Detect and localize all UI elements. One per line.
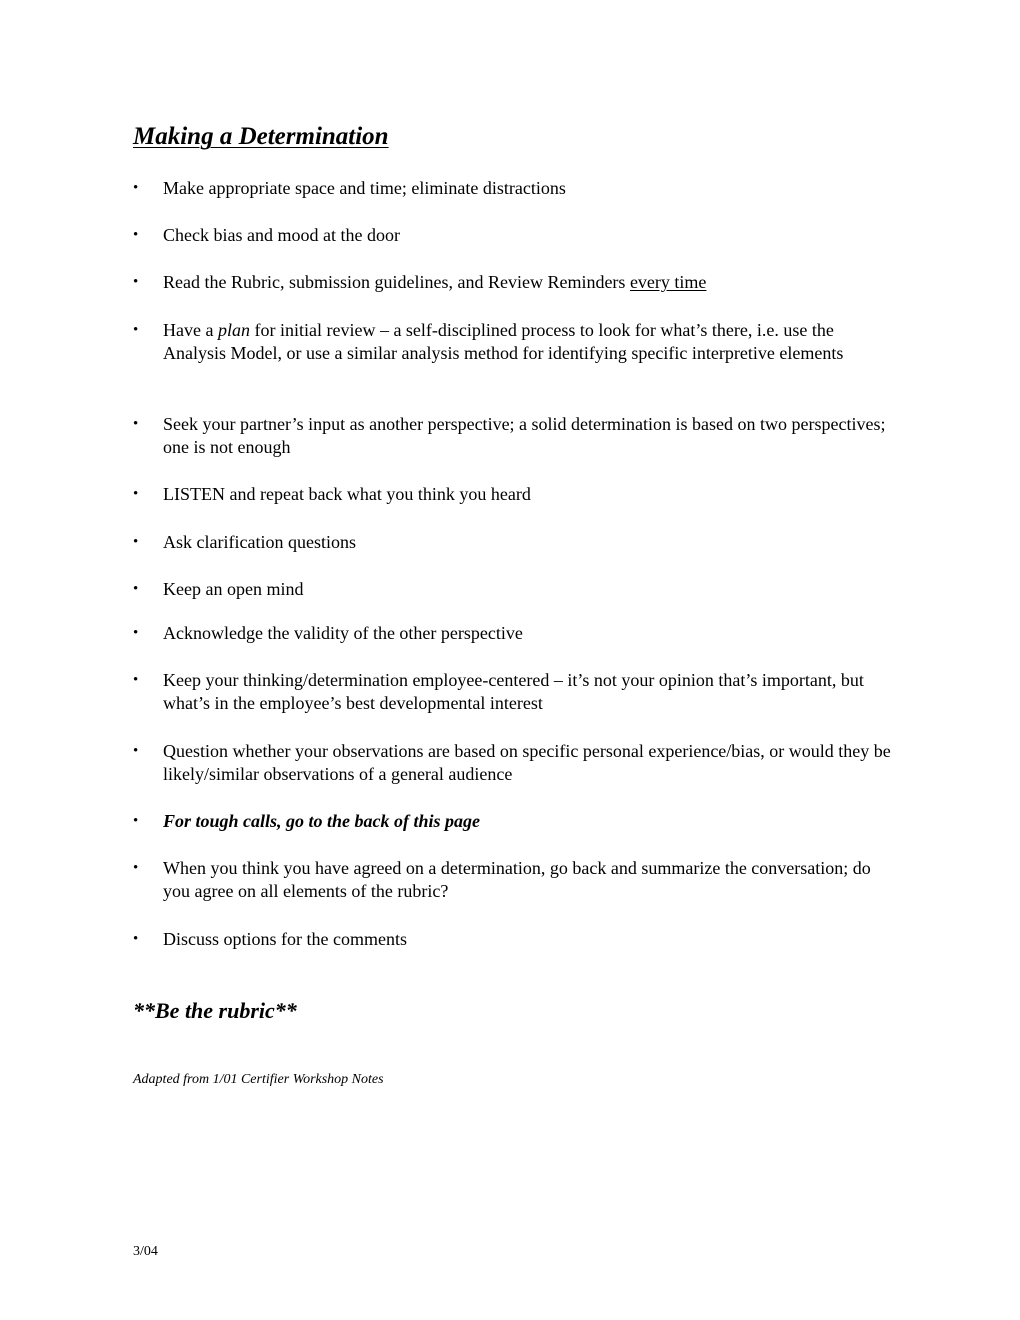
bullet-icon: • <box>133 931 139 947</box>
bullet-icon: • <box>133 581 139 597</box>
list-item-text: Question whether your observations are based on specific personal experience/bias, or would they be likely/similar observations of a general audience <box>163 741 891 784</box>
list-item-text: Discuss options for the comments <box>163 929 407 949</box>
list-item <box>133 177 893 200</box>
list-item-text: When you think you have agreed on a determination, go back and summarize the conversation; do you agree on all elements of the rubric? <box>163 858 871 901</box>
list-item <box>133 578 893 601</box>
italic-emphasis: plan <box>217 320 250 340</box>
list-item <box>133 483 893 506</box>
bullet-icon: • <box>133 860 139 876</box>
list-item-text: For tough calls, go to the back of this page <box>163 811 481 831</box>
bullet-icon: • <box>133 672 139 688</box>
list-item-text: Ask clarification questions <box>163 532 356 552</box>
list-item-text-part: Have a <box>163 320 218 340</box>
bullet-icon: • <box>133 416 139 432</box>
list-item-text: LISTEN and repeat back what you think you heard <box>163 484 531 504</box>
bullet-icon: • <box>133 813 139 829</box>
list-item <box>133 810 893 833</box>
bullet-icon: • <box>133 486 139 502</box>
bullet-icon: • <box>133 274 139 290</box>
list-item <box>133 669 893 715</box>
date-footer: 3/04 <box>133 1244 158 1259</box>
list-item-text: Check bias and mood at the door <box>163 225 400 245</box>
source-note: Adapted from 1/01 Certifier Workshop Notes <box>133 1072 384 1087</box>
list-item-text-part: for initial review – a self-disciplined process to look for what’s there, i.e. use the Analysis Model, or use a similar analysis method for identifying specific interpretive elements <box>163 320 844 363</box>
bullet-icon: • <box>133 743 139 759</box>
list-item-text: Keep an open mind <box>163 579 304 599</box>
bullet-icon: • <box>133 227 139 243</box>
list-item-text: Keep your thinking/determination employee-centered – it’s not your opinion that’s important, but what’s in the employee’s best developmental interest <box>163 670 864 713</box>
tagline: **Be the rubric** <box>133 998 297 1023</box>
page-title: Making a Determination <box>133 123 389 150</box>
list-item-text: Seek your partner’s input as another perspective; a solid determination is based on two perspectives; one is not enough <box>163 414 886 457</box>
bullet-icon: • <box>133 322 139 338</box>
list-item-text: Acknowledge the validity of the other perspective <box>163 623 523 643</box>
list-item <box>133 319 893 365</box>
list-item-text-part: Read the Rubric, submission guidelines, and Review Reminders <box>163 272 630 292</box>
list-item <box>133 413 893 459</box>
list-item <box>133 531 893 554</box>
bullet-icon: • <box>133 534 139 550</box>
list-item <box>133 740 893 786</box>
list-item <box>133 622 893 645</box>
list-item-text <box>163 319 893 365</box>
underlined-emphasis: every time <box>629 272 707 292</box>
list-item-text: Make appropriate space and time; eliminate distractions <box>163 178 566 198</box>
list-item <box>133 224 893 247</box>
list-item <box>133 857 893 903</box>
list-item-text <box>163 271 893 294</box>
bullet-icon: • <box>133 180 139 196</box>
bullet-icon: • <box>133 625 139 641</box>
list-item <box>133 928 893 951</box>
list-item <box>133 271 893 294</box>
